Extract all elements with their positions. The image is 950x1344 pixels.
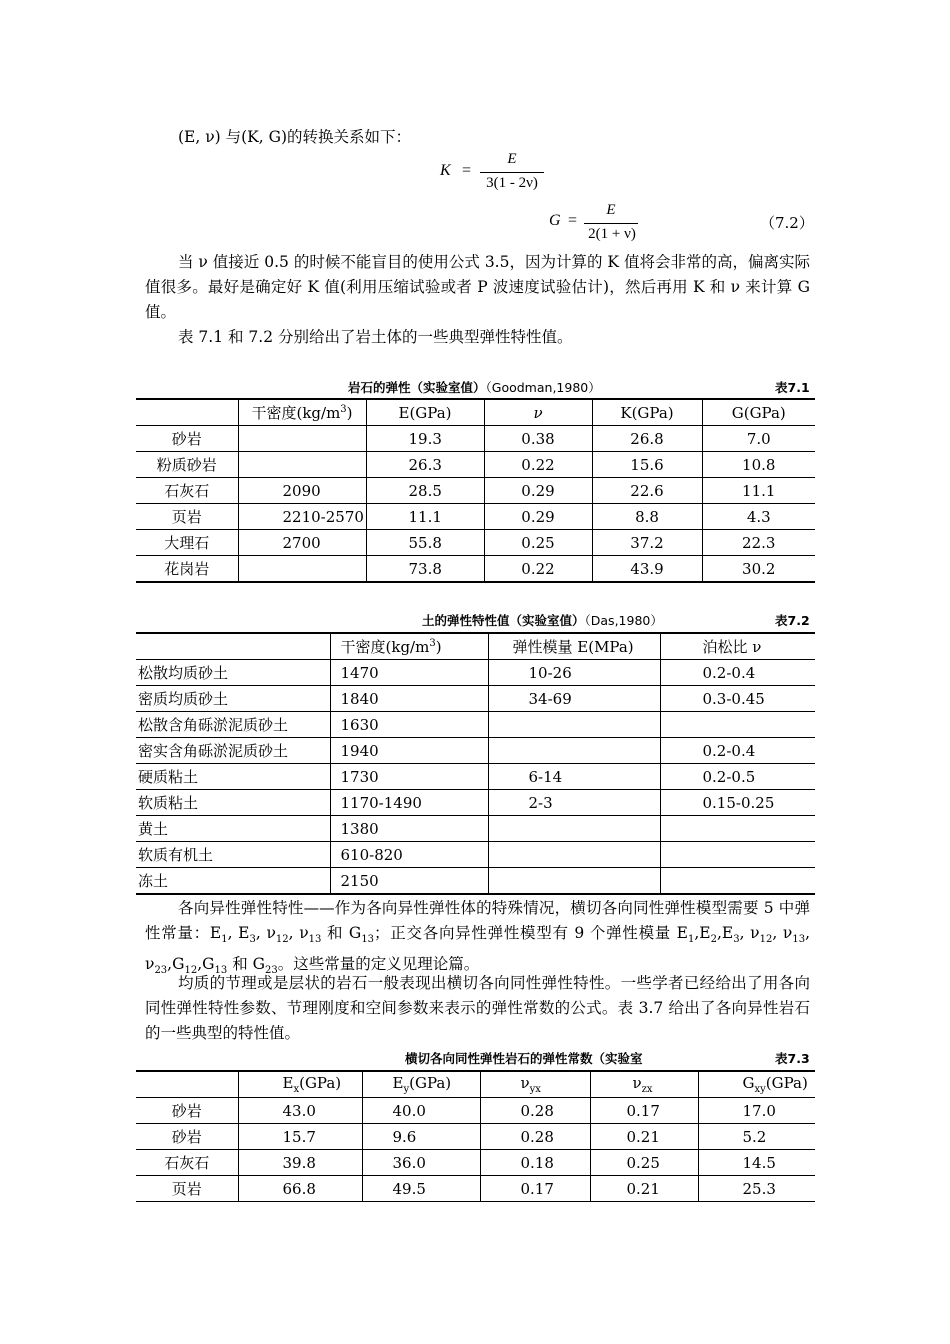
table-cell [660, 816, 815, 842]
table-cell: 黄土 [136, 816, 330, 842]
table1 [136, 398, 815, 583]
table-cell: 610-820 [330, 842, 488, 868]
table-cell: 15.6 [592, 452, 702, 478]
table-cell [660, 868, 815, 895]
table-row [136, 426, 815, 452]
table2-title: 土的弹性特性值（实验室值） [422, 613, 585, 628]
table-cell: 0.18 [480, 1150, 590, 1176]
table-cell: 冻土 [136, 868, 330, 895]
table-cell [660, 712, 815, 738]
table-cell: 4.3 [702, 504, 815, 530]
table-cell: 26.3 [366, 452, 484, 478]
table-row [136, 556, 815, 583]
table3-header-cell: $E_x(GPa)$ [238, 1071, 362, 1098]
table-cell [488, 738, 660, 764]
table-cell: 0.22 [484, 452, 592, 478]
table2-number: 表7.2 [775, 613, 810, 628]
table-cell: 66.8 [238, 1176, 362, 1202]
table-row [136, 868, 815, 895]
table-row [136, 686, 815, 712]
table-row [136, 1150, 815, 1176]
table-cell: 10-26 [488, 660, 660, 686]
table-cell: 2090 [238, 478, 366, 504]
table-row [136, 1124, 815, 1150]
table-cell: 7.0 [702, 426, 815, 452]
table-cell: 砂岩 [136, 426, 238, 452]
table-cell: 花岗岩 [136, 556, 238, 583]
table-cell: 11.1 [366, 504, 484, 530]
table1-header-cell: E(GPa) [366, 399, 484, 426]
table-cell: 松散均质砂土 [136, 660, 330, 686]
table-cell: 硬质粘土 [136, 764, 330, 790]
table-cell: 15.7 [238, 1124, 362, 1150]
table-cell: 1940 [330, 738, 488, 764]
table-cell: 8.8 [592, 504, 702, 530]
table2 [136, 632, 815, 895]
table3 [136, 1070, 815, 1202]
table-row [136, 452, 815, 478]
table3-header-cell: $G_{xy}(GPa)$ [698, 1071, 815, 1098]
equation-number: （7.2） [760, 214, 814, 232]
table-cell: 36.0 [362, 1150, 480, 1176]
table3-caption: 横切各向同性弹性岩石的弹性常数（实验室 [405, 1051, 643, 1066]
table-cell: 22.6 [592, 478, 702, 504]
table-cell [238, 426, 366, 452]
table-cell: 1170-1490 [330, 790, 488, 816]
table-cell [488, 816, 660, 842]
table-cell: 49.5 [362, 1176, 480, 1202]
table-row [136, 790, 815, 816]
table2-header-cell: 干密度$(kg/m^3)$ [330, 633, 488, 660]
table-cell: 0.25 [590, 1150, 698, 1176]
table-cell: 22.3 [702, 530, 815, 556]
table-cell: 14.5 [698, 1150, 815, 1176]
table-cell: 30.2 [702, 556, 815, 583]
table-cell: 1630 [330, 712, 488, 738]
table-cell: 0.21 [590, 1124, 698, 1150]
table-cell: 55.8 [366, 530, 484, 556]
table-cell: 1470 [330, 660, 488, 686]
table-cell: 73.8 [366, 556, 484, 583]
table1-header-cell [136, 399, 238, 426]
table-cell: 页岩 [136, 504, 238, 530]
formula-k-lhs: K [440, 162, 451, 179]
table-cell: 6-14 [488, 764, 660, 790]
formula-g-lhs: G [549, 212, 561, 229]
formula-k-eq: = [462, 162, 472, 179]
formula-g-eq: = [568, 212, 578, 229]
table-row [136, 660, 815, 686]
paragraph-2: 表 7.1 和 7.2 分别给出了岩土体的一些典型弹性特性值。 [178, 328, 573, 346]
table3-header-row [136, 1071, 815, 1098]
table3-header-cell: $\nu_{zx}$ [590, 1071, 698, 1098]
table-cell: 0.29 [484, 504, 592, 530]
table-cell [238, 556, 366, 583]
table-cell: 2-3 [488, 790, 660, 816]
paragraph-4: 均质的节理或是层状的岩石一般表现出横切各向同性弹性特性。一些学者已经给出了用各向同性弹性特性参数、节理刚度和空间参数来表示的弹性常数的公式。表 3.7 给出了各向异性岩石的一些典型的特性值。 [145, 974, 810, 1042]
table1-header-row [136, 399, 815, 426]
table-cell: 0.29 [484, 478, 592, 504]
table-cell: 17.0 [698, 1098, 815, 1124]
table-cell: 石灰石 [136, 1150, 238, 1176]
formula-g-fraction-line [584, 223, 638, 224]
table-cell: 25.3 [698, 1176, 815, 1202]
table-cell: 11.1 [702, 478, 815, 504]
formula-g-denominator: 2(1 + ν) [588, 226, 636, 242]
table-cell: 0.21 [590, 1176, 698, 1202]
table-cell: 0.28 [480, 1098, 590, 1124]
table3-number: 表7.3 [775, 1051, 810, 1066]
table-row [136, 764, 815, 790]
table-cell: 0.25 [484, 530, 592, 556]
formula-g-numerator: E [606, 202, 616, 218]
table-row [136, 478, 815, 504]
table-cell: 43.9 [592, 556, 702, 583]
table-cell: 0.15-0.25 [660, 790, 815, 816]
table1-header-cell: K(GPa) [592, 399, 702, 426]
table-cell: 0.17 [590, 1098, 698, 1124]
table1-source: （Goodman,1980） [485, 380, 601, 395]
table1-number: 表7.1 [775, 380, 810, 395]
table-cell: 0.2-0.5 [660, 764, 815, 790]
paragraph-3-tail: 这些常量的定义见理论篇。 [293, 955, 480, 974]
table-cell [660, 842, 815, 868]
table1-caption [348, 378, 601, 396]
table-cell [488, 842, 660, 868]
table-cell [488, 868, 660, 895]
table-cell: 密实含角砾淤泥质砂土 [136, 738, 330, 764]
table-cell [488, 712, 660, 738]
table-cell: 9.6 [362, 1124, 480, 1150]
table-cell: 松散含角砾淤泥质砂土 [136, 712, 330, 738]
table-row [136, 738, 815, 764]
table-cell: 密质均质砂土 [136, 686, 330, 712]
table-row [136, 842, 815, 868]
table-cell: 5.2 [698, 1124, 815, 1150]
intro-text: (E, ν) 与(K, G)的转换关系如下： [178, 128, 412, 146]
table-cell: 1840 [330, 686, 488, 712]
table-row [136, 816, 815, 842]
table3-header-cell: $E_y(GPa)$ [362, 1071, 480, 1098]
table-cell: 19.3 [366, 426, 484, 452]
table-cell: 34-69 [488, 686, 660, 712]
table-cell: 0.28 [480, 1124, 590, 1150]
table-cell: 2150 [330, 868, 488, 895]
table2-header-row [136, 633, 815, 660]
table2-header-cell [136, 633, 330, 660]
table1-header-cell: G(GPa) [702, 399, 815, 426]
table-cell: 0.2-0.4 [660, 660, 815, 686]
table-cell: 软质有机土 [136, 842, 330, 868]
table-cell: 页岩 [136, 1176, 238, 1202]
table1-header-cell: 干密度$(kg/m^3)$ [238, 399, 366, 426]
table-cell: 28.5 [366, 478, 484, 504]
formula-k-fraction-line [480, 172, 544, 173]
table-cell: 37.2 [592, 530, 702, 556]
table2-header-cell: 弹性模量 E(MPa) [488, 633, 660, 660]
table3-header-cell: $\nu_{yx}$ [480, 1071, 590, 1098]
table-cell: 0.17 [480, 1176, 590, 1202]
table-cell: 1380 [330, 816, 488, 842]
table-cell: 石灰石 [136, 478, 238, 504]
formula-k-denominator: 3(1 - 2ν) [486, 175, 538, 191]
table2-source: （Das,1980） [584, 613, 663, 628]
table-row [136, 712, 815, 738]
table-cell: 26.8 [592, 426, 702, 452]
table-cell: 1730 [330, 764, 488, 790]
table-cell: 砂岩 [136, 1124, 238, 1150]
table-cell: 软质粘土 [136, 790, 330, 816]
table-cell: 0.2-0.4 [660, 738, 815, 764]
table-cell [238, 452, 366, 478]
table-cell: 10.8 [702, 452, 815, 478]
table-cell: 39.8 [238, 1150, 362, 1176]
table1-header-cell: ν [484, 399, 592, 426]
table-row [136, 1176, 815, 1202]
paragraph-3: 各向异性弹性特性——作为各向异性弹性体的特殊情况，横切各向同性弹性模型需要 5 中弹性常量：$E_1$, $E_3$, $\nu_{12}$, $\nu_{13}$ 和 $G_{13}$；正交各向异性弹性模型有 9 个弹性模量 $E_1,E_2,E_3$, $\nu_{12}$, $\nu_{13}$, $\nu_{23},G_{12},G_{13}$ 和 $G_{23}$。这些常量的定义见理论篇。 [145, 899, 811, 977]
table-cell: 0.22 [484, 556, 592, 583]
table-cell: 粉质砂岩 [136, 452, 238, 478]
table-cell: 2700 [238, 530, 366, 556]
paragraph-1: 当 ν 值接近 0.5 的时候不能盲目的使用公式 3.5，因为计算的 K 值将会非常的高，偏离实际值很多。最好是确定好 K 值(利用压缩试验或者 P 波速度试验估计)，然后再用 K 和 ν 来计算 G 值。 [145, 253, 810, 321]
formula-k-numerator: E [507, 151, 517, 167]
table-cell: 43.0 [238, 1098, 362, 1124]
table-row [136, 504, 815, 530]
table-row [136, 1098, 815, 1124]
table-cell: 2210-2570 [238, 504, 366, 530]
table-cell: 0.38 [484, 426, 592, 452]
paragraph-3-lead: 各向异性弹性特性——作为各向异性弹性体的特殊情况，横切各向同性弹性模型需要 5 中弹性常量： [145, 899, 810, 942]
table-cell: 40.0 [362, 1098, 480, 1124]
table1-title: 岩石的弹性（实验室值） [348, 380, 486, 395]
table2-caption [422, 611, 663, 629]
table-row [136, 530, 815, 556]
table2-header-cell: 泊松比 ν [660, 633, 815, 660]
table3-header-cell [136, 1071, 238, 1098]
table-cell: 砂岩 [136, 1098, 238, 1124]
table-cell: 大理石 [136, 530, 238, 556]
table-cell: 0.3-0.45 [660, 686, 815, 712]
